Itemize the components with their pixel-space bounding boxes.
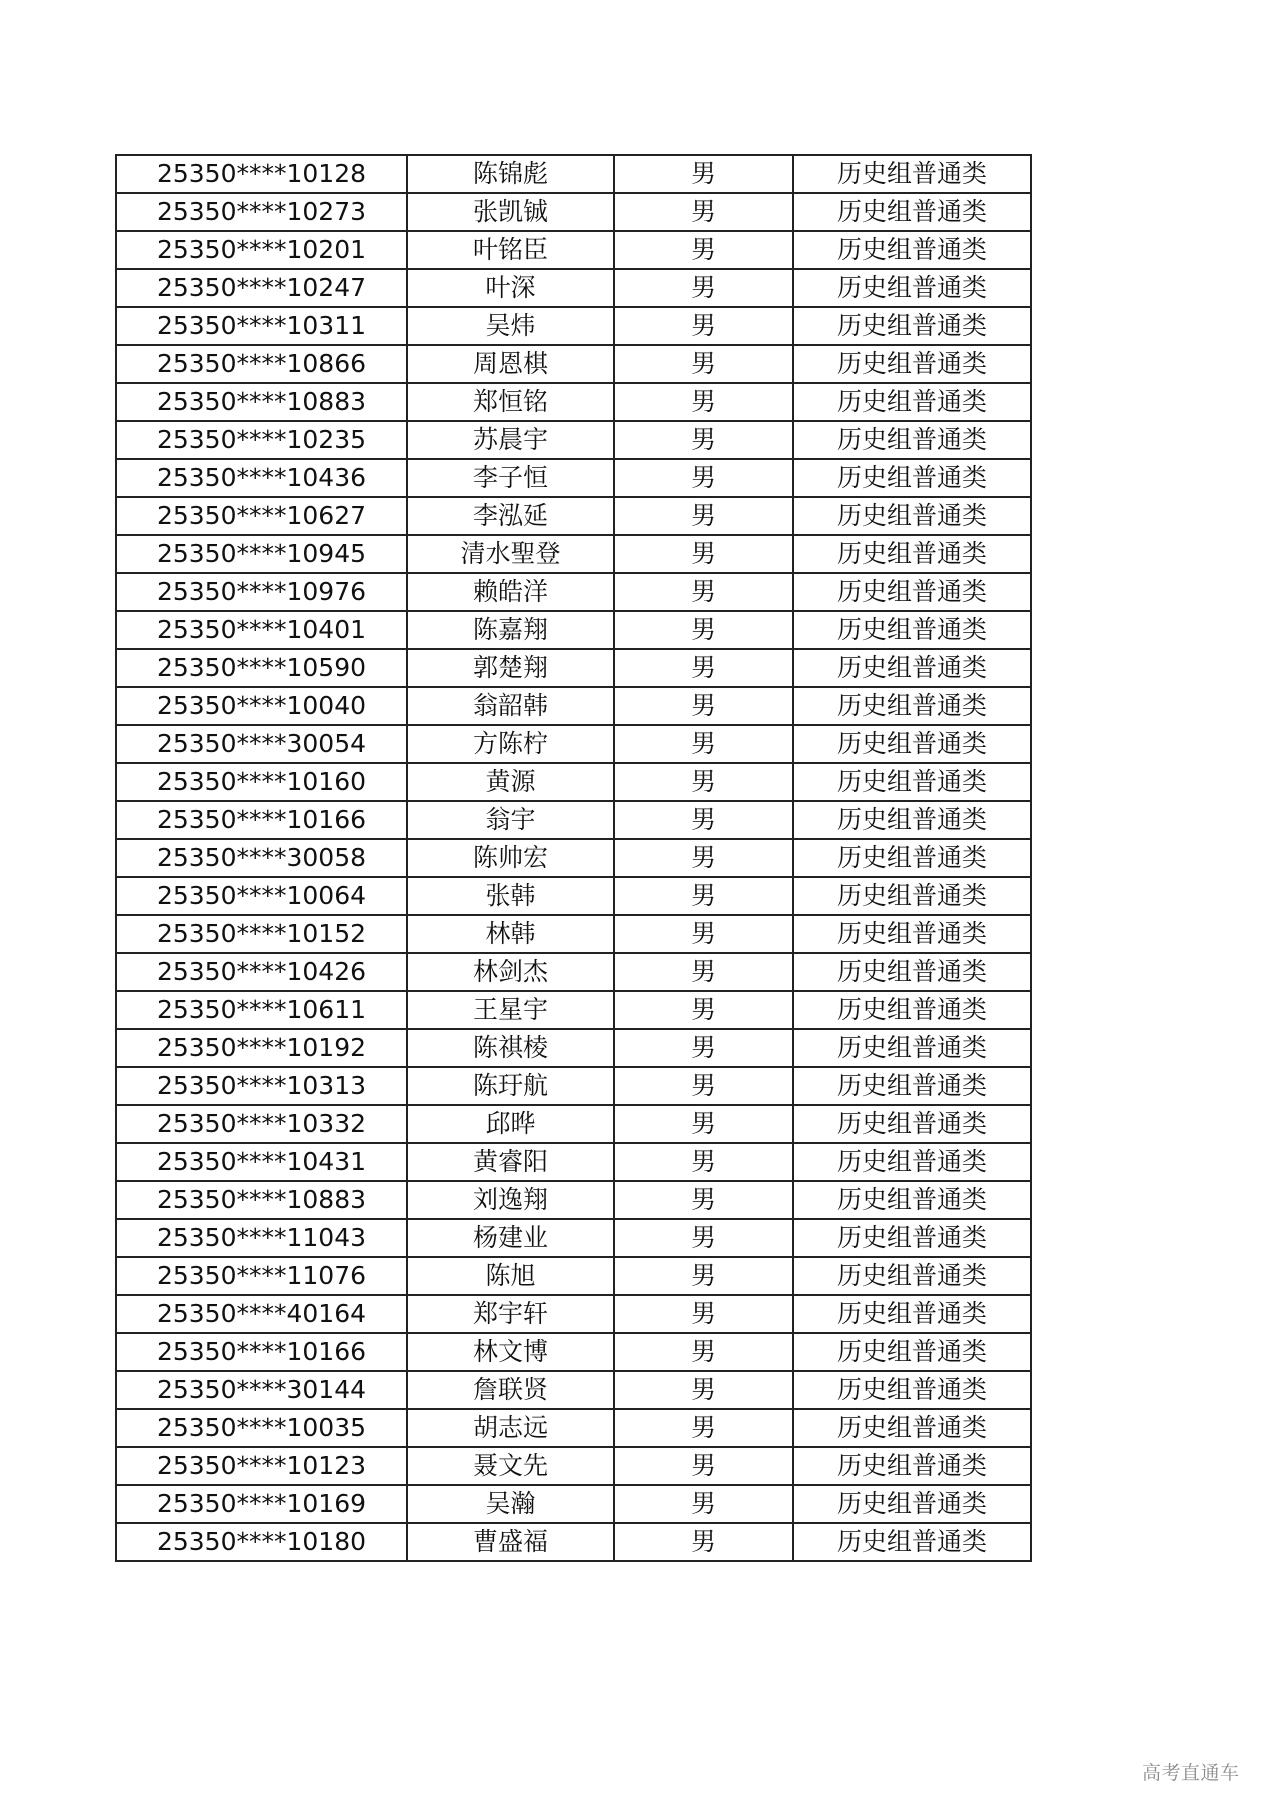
gender-cell: 男 bbox=[614, 231, 793, 269]
name-cell: 郑宇轩 bbox=[407, 1295, 614, 1333]
name-cell: 陈帅宏 bbox=[407, 839, 614, 877]
category-cell: 历史组普通类 bbox=[793, 1409, 1031, 1447]
category-cell: 历史组普通类 bbox=[793, 1371, 1031, 1409]
category-cell: 历史组普通类 bbox=[793, 421, 1031, 459]
gender-cell: 男 bbox=[614, 573, 793, 611]
table-row bbox=[116, 687, 1031, 725]
category-cell: 历史组普通类 bbox=[793, 497, 1031, 535]
student-id-cell: 25350****10064 bbox=[116, 877, 407, 915]
name-cell: 聂文先 bbox=[407, 1447, 614, 1485]
table-row bbox=[116, 459, 1031, 497]
gender-cell: 男 bbox=[614, 1523, 793, 1561]
gender-cell: 男 bbox=[614, 1181, 793, 1219]
name-cell: 清水聖登 bbox=[407, 535, 614, 573]
name-cell: 曹盛福 bbox=[407, 1523, 614, 1561]
category-cell: 历史组普通类 bbox=[793, 1105, 1031, 1143]
gender-cell: 男 bbox=[614, 1333, 793, 1371]
gender-cell: 男 bbox=[614, 1371, 793, 1409]
gender-cell: 男 bbox=[614, 1447, 793, 1485]
category-cell: 历史组普通类 bbox=[793, 307, 1031, 345]
table-row bbox=[116, 649, 1031, 687]
category-cell: 历史组普通类 bbox=[793, 1257, 1031, 1295]
name-cell: 陈锦彪 bbox=[407, 155, 614, 193]
table-row bbox=[116, 915, 1031, 953]
gender-cell: 男 bbox=[614, 649, 793, 687]
gender-cell: 男 bbox=[614, 193, 793, 231]
student-id-cell: 25350****10866 bbox=[116, 345, 407, 383]
student-table bbox=[115, 154, 1032, 1562]
gender-cell: 男 bbox=[614, 345, 793, 383]
name-cell: 赖皓洋 bbox=[407, 573, 614, 611]
name-cell: 詹联贤 bbox=[407, 1371, 614, 1409]
table-row bbox=[116, 1371, 1031, 1409]
category-cell: 历史组普通类 bbox=[793, 1485, 1031, 1523]
name-cell: 叶铭臣 bbox=[407, 231, 614, 269]
gender-cell: 男 bbox=[614, 915, 793, 953]
name-cell: 杨建业 bbox=[407, 1219, 614, 1257]
table-row bbox=[116, 1295, 1031, 1333]
name-cell: 李子恒 bbox=[407, 459, 614, 497]
gender-cell: 男 bbox=[614, 687, 793, 725]
student-id-cell: 25350****10436 bbox=[116, 459, 407, 497]
table-row bbox=[116, 1219, 1031, 1257]
name-cell: 陈玗航 bbox=[407, 1067, 614, 1105]
table-row bbox=[116, 1523, 1031, 1561]
gender-cell: 男 bbox=[614, 459, 793, 497]
name-cell: 林剑杰 bbox=[407, 953, 614, 991]
category-cell: 历史组普通类 bbox=[793, 535, 1031, 573]
table-row bbox=[116, 1105, 1031, 1143]
student-id-cell: 25350****10152 bbox=[116, 915, 407, 953]
table-row bbox=[116, 1181, 1031, 1219]
student-id-cell: 25350****10611 bbox=[116, 991, 407, 1029]
category-cell: 历史组普通类 bbox=[793, 877, 1031, 915]
category-cell: 历史组普通类 bbox=[793, 1333, 1031, 1371]
student-id-cell: 25350****10431 bbox=[116, 1143, 407, 1181]
gender-cell: 男 bbox=[614, 1219, 793, 1257]
table-row bbox=[116, 535, 1031, 573]
table-row bbox=[116, 497, 1031, 535]
student-id-cell: 25350****10590 bbox=[116, 649, 407, 687]
table-row bbox=[116, 345, 1031, 383]
table-row bbox=[116, 1067, 1031, 1105]
student-id-cell: 25350****10169 bbox=[116, 1485, 407, 1523]
category-cell: 历史组普通类 bbox=[793, 991, 1031, 1029]
table-row bbox=[116, 155, 1031, 193]
student-id-cell: 25350****10247 bbox=[116, 269, 407, 307]
name-cell: 吴瀚 bbox=[407, 1485, 614, 1523]
name-cell: 郭楚翔 bbox=[407, 649, 614, 687]
category-cell: 历史组普通类 bbox=[793, 345, 1031, 383]
category-cell: 历史组普通类 bbox=[793, 725, 1031, 763]
name-cell: 胡志远 bbox=[407, 1409, 614, 1447]
gender-cell: 男 bbox=[614, 421, 793, 459]
table-row bbox=[116, 1333, 1031, 1371]
student-table-body bbox=[116, 155, 1031, 1561]
gender-cell: 男 bbox=[614, 269, 793, 307]
student-id-cell: 25350****30058 bbox=[116, 839, 407, 877]
student-id-cell: 25350****11043 bbox=[116, 1219, 407, 1257]
student-id-cell: 25350****10627 bbox=[116, 497, 407, 535]
student-id-cell: 25350****10976 bbox=[116, 573, 407, 611]
gender-cell: 男 bbox=[614, 535, 793, 573]
name-cell: 吴炜 bbox=[407, 307, 614, 345]
gender-cell: 男 bbox=[614, 725, 793, 763]
student-id-cell: 25350****10035 bbox=[116, 1409, 407, 1447]
name-cell: 郑恒铭 bbox=[407, 383, 614, 421]
student-id-cell: 25350****10883 bbox=[116, 1181, 407, 1219]
student-id-cell: 25350****10180 bbox=[116, 1523, 407, 1561]
student-id-cell: 25350****10273 bbox=[116, 193, 407, 231]
table-row bbox=[116, 877, 1031, 915]
category-cell: 历史组普通类 bbox=[793, 1219, 1031, 1257]
table-row bbox=[116, 953, 1031, 991]
table-row bbox=[116, 1029, 1031, 1067]
category-cell: 历史组普通类 bbox=[793, 839, 1031, 877]
table-row bbox=[116, 991, 1031, 1029]
table-row bbox=[116, 725, 1031, 763]
watermark: 高考直通车 bbox=[1142, 1762, 1240, 1784]
student-id-cell: 25350****10235 bbox=[116, 421, 407, 459]
category-cell: 历史组普通类 bbox=[793, 269, 1031, 307]
student-id-cell: 25350****10401 bbox=[116, 611, 407, 649]
student-id-cell: 25350****10426 bbox=[116, 953, 407, 991]
name-cell: 张凯铖 bbox=[407, 193, 614, 231]
name-cell: 叶深 bbox=[407, 269, 614, 307]
category-cell: 历史组普通类 bbox=[793, 915, 1031, 953]
category-cell: 历史组普通类 bbox=[793, 573, 1031, 611]
category-cell: 历史组普通类 bbox=[793, 1295, 1031, 1333]
gender-cell: 男 bbox=[614, 1409, 793, 1447]
name-cell: 翁韶韩 bbox=[407, 687, 614, 725]
name-cell: 翁宇 bbox=[407, 801, 614, 839]
table-row bbox=[116, 801, 1031, 839]
student-id-cell: 25350****11076 bbox=[116, 1257, 407, 1295]
name-cell: 李泓延 bbox=[407, 497, 614, 535]
student-id-cell: 25350****10311 bbox=[116, 307, 407, 345]
gender-cell: 男 bbox=[614, 307, 793, 345]
gender-cell: 男 bbox=[614, 763, 793, 801]
gender-cell: 男 bbox=[614, 1067, 793, 1105]
category-cell: 历史组普通类 bbox=[793, 155, 1031, 193]
gender-cell: 男 bbox=[614, 383, 793, 421]
name-cell: 黄睿阳 bbox=[407, 1143, 614, 1181]
category-cell: 历史组普通类 bbox=[793, 763, 1031, 801]
name-cell: 张韩 bbox=[407, 877, 614, 915]
table-row bbox=[116, 231, 1031, 269]
student-id-cell: 25350****10166 bbox=[116, 1333, 407, 1371]
name-cell: 苏晨宇 bbox=[407, 421, 614, 459]
category-cell: 历史组普通类 bbox=[793, 953, 1031, 991]
category-cell: 历史组普通类 bbox=[793, 459, 1031, 497]
gender-cell: 男 bbox=[614, 1143, 793, 1181]
name-cell: 刘逸翔 bbox=[407, 1181, 614, 1219]
gender-cell: 男 bbox=[614, 953, 793, 991]
name-cell: 陈嘉翔 bbox=[407, 611, 614, 649]
student-id-cell: 25350****10313 bbox=[116, 1067, 407, 1105]
table-row bbox=[116, 573, 1031, 611]
name-cell: 陈祺棱 bbox=[407, 1029, 614, 1067]
table-row bbox=[116, 1409, 1031, 1447]
name-cell: 周恩棋 bbox=[407, 345, 614, 383]
table-row bbox=[116, 1485, 1031, 1523]
student-id-cell: 25350****10128 bbox=[116, 155, 407, 193]
gender-cell: 男 bbox=[614, 155, 793, 193]
name-cell: 陈旭 bbox=[407, 1257, 614, 1295]
gender-cell: 男 bbox=[614, 1105, 793, 1143]
gender-cell: 男 bbox=[614, 801, 793, 839]
table-row bbox=[116, 269, 1031, 307]
student-id-cell: 25350****10166 bbox=[116, 801, 407, 839]
name-cell: 林文博 bbox=[407, 1333, 614, 1371]
table-row bbox=[116, 193, 1031, 231]
category-cell: 历史组普通类 bbox=[793, 1143, 1031, 1181]
category-cell: 历史组普通类 bbox=[793, 1029, 1031, 1067]
category-cell: 历史组普通类 bbox=[793, 1447, 1031, 1485]
category-cell: 历史组普通类 bbox=[793, 383, 1031, 421]
category-cell: 历史组普通类 bbox=[793, 611, 1031, 649]
gender-cell: 男 bbox=[614, 1257, 793, 1295]
category-cell: 历史组普通类 bbox=[793, 231, 1031, 269]
table-row bbox=[116, 839, 1031, 877]
gender-cell: 男 bbox=[614, 611, 793, 649]
gender-cell: 男 bbox=[614, 877, 793, 915]
name-cell: 王星宇 bbox=[407, 991, 614, 1029]
category-cell: 历史组普通类 bbox=[793, 687, 1031, 725]
name-cell: 邱晔 bbox=[407, 1105, 614, 1143]
gender-cell: 男 bbox=[614, 839, 793, 877]
table-row bbox=[116, 611, 1031, 649]
gender-cell: 男 bbox=[614, 991, 793, 1029]
table-row bbox=[116, 1257, 1031, 1295]
student-id-cell: 25350****10160 bbox=[116, 763, 407, 801]
gender-cell: 男 bbox=[614, 1485, 793, 1523]
table-row bbox=[116, 1143, 1031, 1181]
table-row bbox=[116, 763, 1031, 801]
table-row bbox=[116, 307, 1031, 345]
table-row bbox=[116, 383, 1031, 421]
category-cell: 历史组普通类 bbox=[793, 1523, 1031, 1561]
category-cell: 历史组普通类 bbox=[793, 1181, 1031, 1219]
gender-cell: 男 bbox=[614, 497, 793, 535]
name-cell: 方陈柠 bbox=[407, 725, 614, 763]
student-id-cell: 25350****30054 bbox=[116, 725, 407, 763]
student-id-cell: 25350****10883 bbox=[116, 383, 407, 421]
gender-cell: 男 bbox=[614, 1295, 793, 1333]
table-row bbox=[116, 1447, 1031, 1485]
name-cell: 林韩 bbox=[407, 915, 614, 953]
student-id-cell: 25350****10123 bbox=[116, 1447, 407, 1485]
category-cell: 历史组普通类 bbox=[793, 1067, 1031, 1105]
category-cell: 历史组普通类 bbox=[793, 801, 1031, 839]
student-id-cell: 25350****30144 bbox=[116, 1371, 407, 1409]
gender-cell: 男 bbox=[614, 1029, 793, 1067]
name-cell: 黄源 bbox=[407, 763, 614, 801]
table-row bbox=[116, 421, 1031, 459]
student-id-cell: 25350****40164 bbox=[116, 1295, 407, 1333]
student-id-cell: 25350****10192 bbox=[116, 1029, 407, 1067]
student-id-cell: 25350****10201 bbox=[116, 231, 407, 269]
category-cell: 历史组普通类 bbox=[793, 649, 1031, 687]
student-id-cell: 25350****10945 bbox=[116, 535, 407, 573]
student-id-cell: 25350****10040 bbox=[116, 687, 407, 725]
category-cell: 历史组普通类 bbox=[793, 193, 1031, 231]
student-id-cell: 25350****10332 bbox=[116, 1105, 407, 1143]
